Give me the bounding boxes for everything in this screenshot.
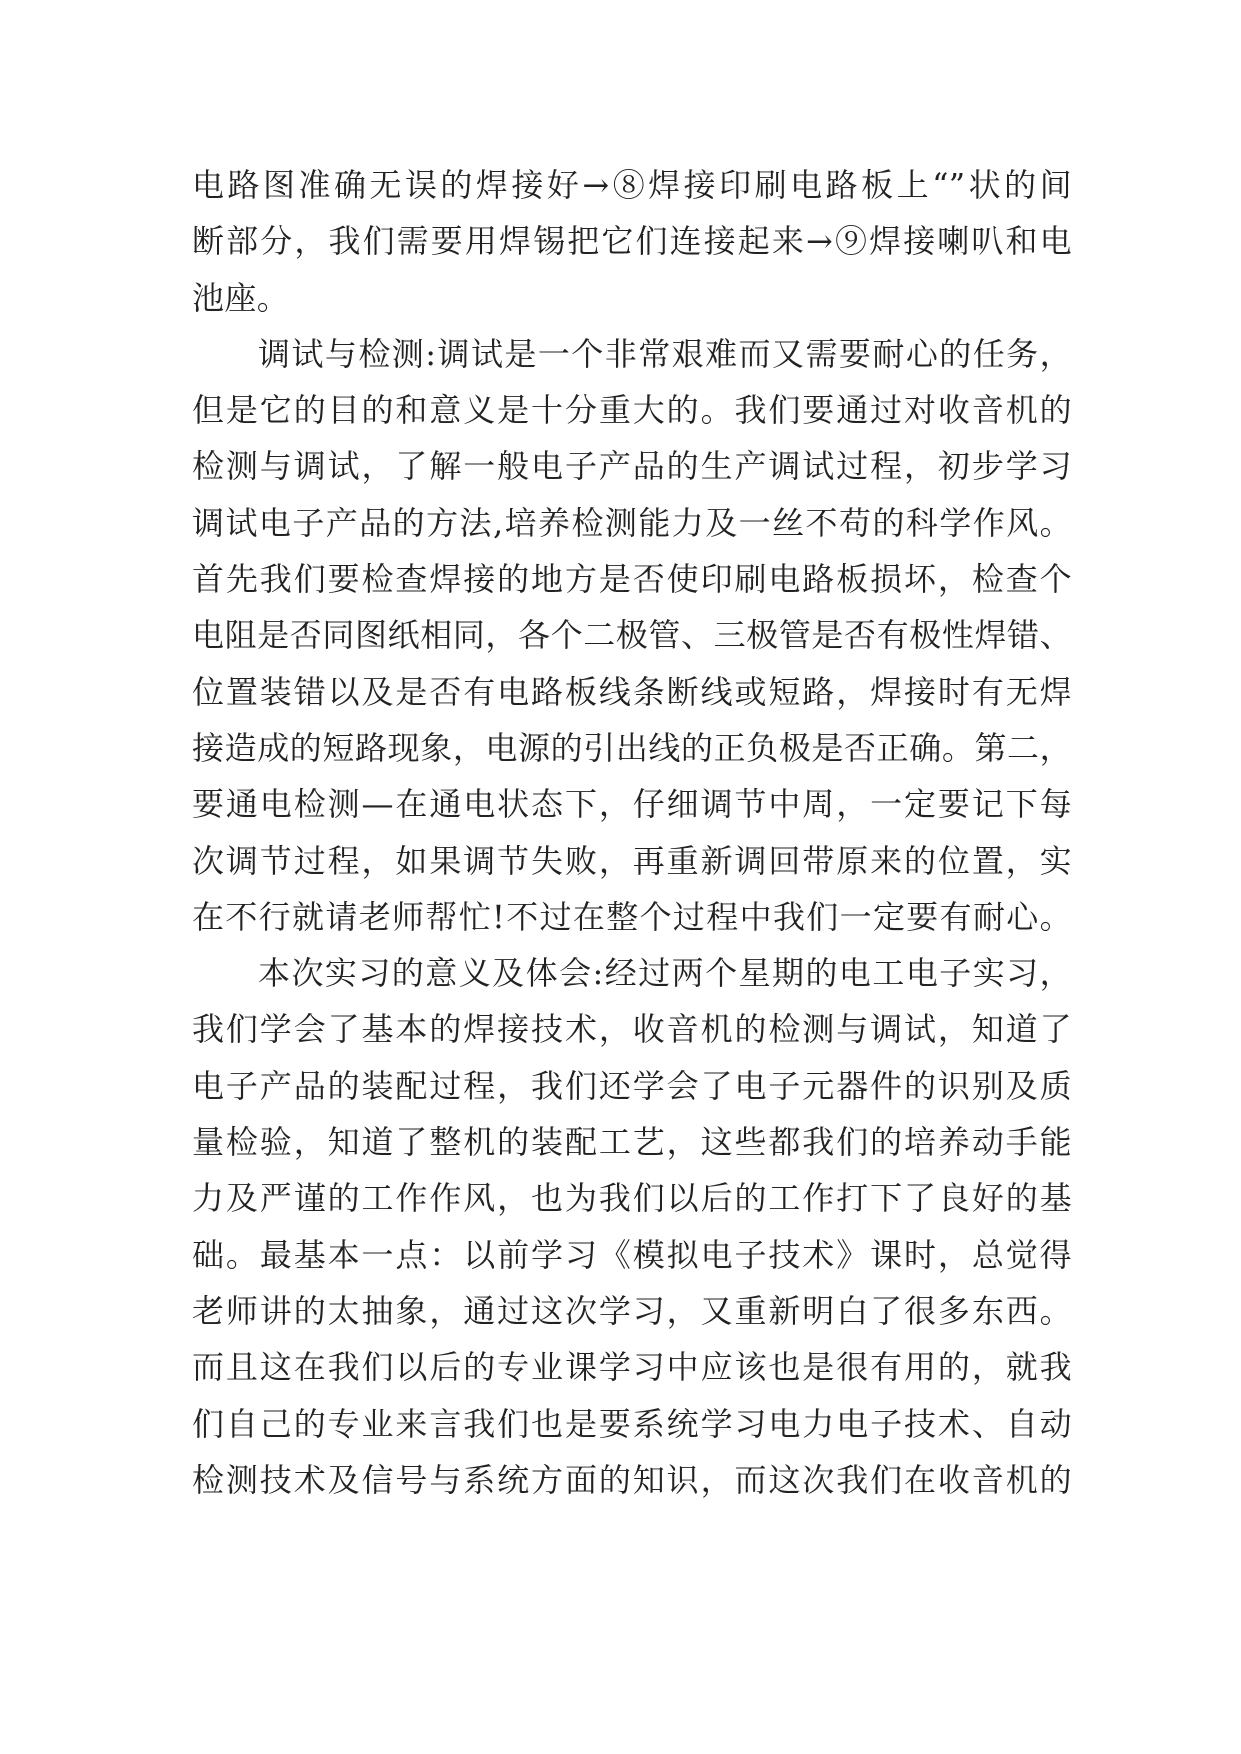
text-line: 础。最基本一点：以前学习《模拟电子技术》课时，总觉得 (192, 1235, 1072, 1274)
text-line: 断部分，我们需要用焊锡把它们连接起来→⑨焊接喇叭和电 (192, 222, 1072, 261)
text-line: 检测与调试，了解一般电子产品的生产调试过程，初步学习 (192, 447, 1072, 486)
text-line: 首先我们要检查焊接的地方是否使印刷电路板损坏，检查个 (192, 560, 1072, 599)
text-line: 我们学会了基本的焊接技术，收音机的检测与调试，知道了 (192, 1010, 1072, 1049)
text-line: 调试电子产品的方法,培养检测能力及一丝不苟的科学作风。 (192, 503, 1072, 542)
text-line: 量检验，知道了整机的装配工艺，这些都我们的培养动手能 (192, 1123, 1072, 1162)
text-line: 电阻是否同图纸相同，各个二极管、三极管是否有极性焊错、 (192, 616, 1072, 655)
text-line: 检测技术及信号与系统方面的知识，而这次我们在收音机的 (192, 1460, 1072, 1499)
paragraph-start-line: 调试与检测:调试是一个非常艰难而又需要耐心的任务， (258, 334, 1072, 373)
text-line: 而且这在我们以后的专业课学习中应该也是很有用的，就我 (192, 1348, 1072, 1387)
text-line: 电子产品的装配过程，我们还学会了电子元器件的识别及质 (192, 1066, 1072, 1105)
text-line: 电路图准确无误的焊接好→⑧焊接印刷电路板上“”状的间 (192, 166, 1072, 204)
text-line: 力及严谨的工作作风，也为我们以后的工作打下了良好的基 (192, 1179, 1072, 1218)
text-line: 在不行就请老师帮忙!不过在整个过程中我们一定要有耐心。 (192, 897, 1072, 936)
text-line: 老师讲的太抽象，通过这次学习，又重新明白了很多东西。 (192, 1291, 1072, 1330)
body-text (192, 157, 1072, 1508)
text-line: 要通电检测—在通电状态下，仔细调节中周，一定要记下每 (192, 785, 1072, 824)
text-line: 位置装错以及是否有电路板线条断线或短路，焊接时有无焊 (192, 672, 1072, 711)
text-line: 们自己的专业来言我们也是要系统学习电力电子技术、自动 (192, 1404, 1072, 1443)
text-line: 次调节过程，如果调节失败，再重新调回带原来的位置，实 (192, 841, 1072, 880)
text-line: 池座。 (192, 278, 290, 317)
text-line: 接造成的短路现象，电源的引出线的正负极是否正确。第二， (192, 728, 1072, 767)
paragraph-start-line: 本次实习的意义及体会:经过两个星期的电工电子实习， (258, 954, 1072, 993)
text-line: 但是它的目的和意义是十分重大的。我们要通过对收音机的 (192, 391, 1072, 430)
